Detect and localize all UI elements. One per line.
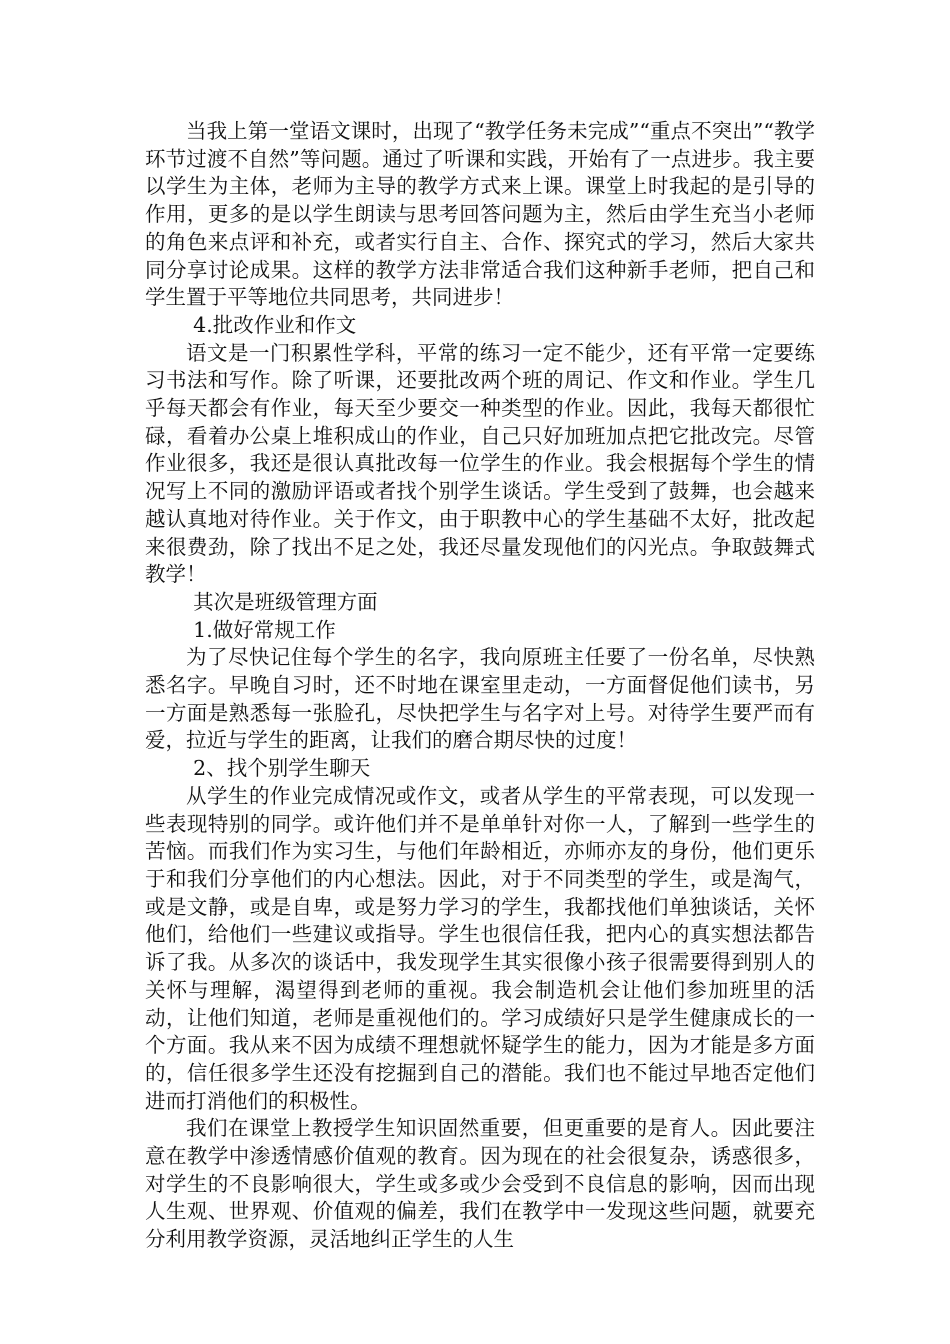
document-body bbox=[145, 118, 815, 1254]
heading-grading-homework: 4.批改作业和作文 bbox=[193, 312, 357, 337]
heading-routine-work: 1.做好常规工作 bbox=[193, 617, 336, 642]
paragraph-grading-homework: 语文是一门积累性学科，平常的练习一定不能少，还有平常一定要练习书法和写作。除了听课，还要批改两个班的周记、作文和作业。学生几乎每天都会有作业，每天至少要交一种类型的作业。因此，我每天都很忙碌，看着办公桌上堆积成山的作业，自己只好加班加点把它批改完。尽管作业很多，我还是很认真批改每一位学生的作业。我会根据每个学生的情况写上不同的激励评语或者找个别学生谈话。学生受到了鼓舞，也会越来越认真地对待作业。关于作文，由于职教中心的学生基础不太好，批改起来很费劲，除了找出不足之处，我还尽量发现他们的闪光点。争取鼓舞式教学！ bbox=[145, 340, 815, 587]
heading-student-chats: 2、找个别学生聊天 bbox=[193, 756, 371, 781]
paragraph-student-chats: 从学生的作业完成情况或作文，或者从学生的平常表现，可以发现一些表现特别的同学。或许他们并不是单单针对你一人，了解到一些学生的苦恼。而我们作为实习生，与他们年龄相近，亦师亦友的身份，他们更乐于和我们分享他们的内心想法。因此，对于不同类型的学生，或是淘气，或是文静，或是自卑，或是努力学习的学生，我都找他们单独谈话，关怀他们，给他们一些建议或指导。学生也很信任我，把内心的真实想法都告诉了我。从多次的谈话中，我发现学生其实很像小孩子很需要得到别人的关怀与理解，渴望得到老师的重视。我会制造机会让他们参加班里的活动，让他们知道，老师是重视他们的。学习成绩好只是学生健康成长的一个方面。我从来不因为成绩不理想就怀疑学生的能力，因为才能是多方面的，信任很多学生还没有挖掘到自己的潜能。我们也不能过早地否定他们进而打消他们的积极性。 bbox=[145, 783, 815, 1113]
paragraph-values-education: 我们在课堂上教授学生知识固然重要，但更重要的是育人。因此要注意在教学中渗透情感价值观的教育。因为现在的社会很复杂，诱惑很多，对学生的不良影响很大，学生或多或少会受到不良信息的影响，因而出现人生观、世界观、价值观的偏差，我们在教学中一发现这些问题，就要充分利用教学资源，灵活地纠正学生的人生 bbox=[145, 1116, 815, 1252]
paragraph-routine-work: 为了尽快记住每个学生的名字，我向原班主任要了一份名单，尽快熟悉名字。早晚自习时，还不时地在课室里走动，一方面督促他们读书，另一方面是熟悉每一张脸孔，尽快把学生与名字对上号。对待学生要严而有爱，拉近与学生的距离，让我们的磨合期尽快的过度！ bbox=[145, 645, 815, 753]
heading-class-management: 其次是班级管理方面 bbox=[193, 589, 378, 614]
paragraph-first-lesson: 当我上第一堂语文课时，出现了“教学任务未完成”“重点不突出”“教学环节过渡不自然”等问题。通过了听课和实践，开始有了一点进步。我主要以学生为主体，老师为主导的教学方式来上课。课堂上时我起的是引导的作用，更多的是以学生朗读与思考回答问题为主，然后由学生充当小老师的角色来点评和补充，或者实行自主、合作、探究式的学习，然后大家共同分享讨论成果。这样的教学方法非常适合我们这种新手老师，把自己和学生置于平等地位共同思考，共同进步！ bbox=[145, 119, 815, 310]
